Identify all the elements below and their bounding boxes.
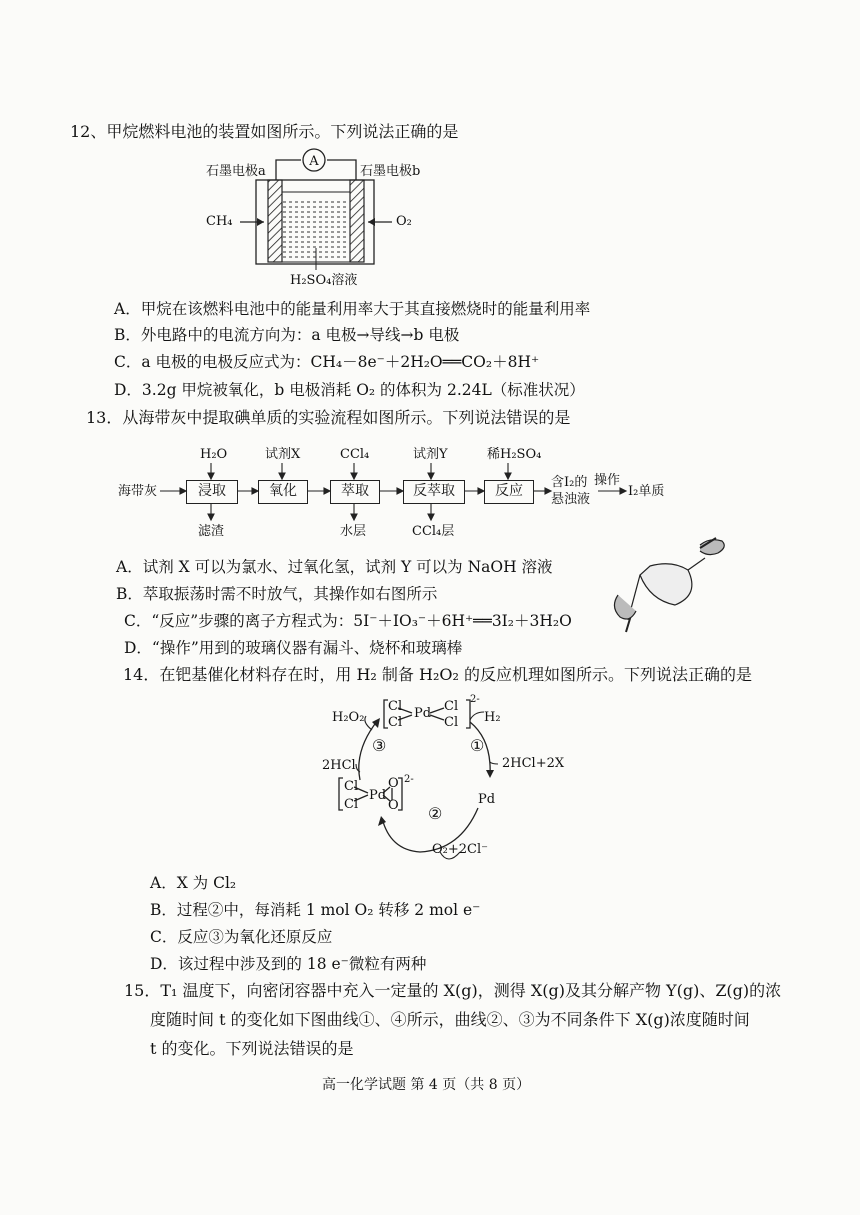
cycle-pd-bottom: Pd — [369, 788, 387, 803]
q14-option-a: A．X 为 Cl₂ — [150, 874, 237, 892]
cycle-o-b: O — [388, 798, 399, 813]
cycle-h2: H₂ — [484, 710, 501, 725]
cycle-step3: ③ — [372, 736, 387, 755]
cycle-2hcl: 2HCl — [322, 758, 356, 773]
q13-option-c: C．“反应”步骤的离子方程式为：5I⁻＋IO₃⁻＋6H⁺══3I₂＋3H₂O — [124, 612, 572, 630]
cycle-charge-top: 2- — [470, 694, 480, 705]
cycle-cl-b: Cl — [388, 715, 403, 730]
q13-stem: 13．从海带灰中提取碘单质的实验流程如图所示。下列说法错误的是 — [86, 408, 571, 427]
electrode-a-label: 石墨电极a — [206, 164, 266, 179]
q14-stem: 14．在钯基催化材料存在时，用 H₂ 制备 H₂O₂ 的反应机理如图所示。下列说法正确的是 — [123, 665, 752, 684]
page-footer: 高一化学试题 第 4 页（共 8 页） — [322, 1077, 531, 1093]
solution-label: H₂SO₄溶液 — [290, 273, 358, 288]
flow-step-reaction: 反应 — [484, 480, 534, 504]
cycle-step1: ① — [470, 736, 485, 755]
q13-option-a: A．试剂 X 可以为氯水、过氧化氢，试剂 Y 可以为 NaOH 溶液 — [116, 558, 553, 576]
cycle-cl-c: Cl — [444, 699, 459, 714]
q13-option-b: B．萃取振荡时需不时放气，其操作如右图所示 — [116, 585, 438, 603]
flow-mid-1: 含I₂的 — [551, 475, 588, 490]
flow-input-3: CCl₄ — [340, 447, 370, 462]
flow-output-3: 水层 — [340, 524, 367, 539]
electrode-b-label: 石墨电极b — [360, 164, 421, 179]
flow-start: 海带灰 — [118, 484, 158, 499]
q12-option-d: D．3.2g 甲烷被氧化，b 电极消耗 O₂ 的体积为 2.24L（标准状况） — [114, 381, 585, 399]
o2-label: O₂ — [396, 214, 412, 229]
flow-step-leaching: 浸取 — [186, 480, 238, 504]
cycle-out1: 2HCl+2X — [502, 756, 565, 771]
flow-input-5: 稀H₂SO₄ — [487, 447, 542, 462]
cycle-pd: Pd — [478, 792, 496, 807]
flow-input-1: H₂O — [200, 447, 228, 462]
cycle-step2: ② — [428, 804, 443, 823]
ammeter-label: A — [309, 154, 319, 169]
flow-step-oxidation: 氧化 — [258, 480, 308, 504]
cycle-charge-bottom: 2- — [404, 774, 414, 785]
q14-option-b: B．过程②中，每消耗 1 mol O₂ 转移 2 mol e⁻ — [150, 901, 481, 919]
cycle-cl-e: Cl — [344, 779, 359, 794]
cycle-cl-d: Cl — [444, 715, 459, 730]
cycle-cl-a: Cl — [388, 699, 403, 714]
flow-step-back-extraction: 反萃取 — [403, 480, 465, 504]
cycle-o-a: O — [388, 776, 399, 791]
flow-input-2: 试剂X — [265, 447, 301, 462]
q12-option-a: A．甲烷在该燃料电池中的能量利用率大于其直接燃烧时的能量利用率 — [114, 300, 591, 318]
flow-step-extraction: 萃取 — [330, 480, 380, 504]
cycle-o2cl: O₂+2Cl⁻ — [432, 842, 488, 857]
cycle-pd-top: Pd — [414, 706, 432, 721]
q15-line1: 15．T₁ 温度下，向密闭容器中充入一定量的 X(g)，测得 X(g)及其分解产物 Y(g)、Z(g)的浓 — [124, 981, 782, 1000]
q13-option-d: D．“操作”用到的玻璃仪器有漏斗、烧杯和玻璃棒 — [124, 639, 463, 657]
q15-line2: 度随时间 t 的变化如下图曲线①、④所示，曲线②、③为不同条件下 X(g)浓度随时间 — [150, 1010, 750, 1029]
ch4-label: CH₄ — [206, 214, 233, 229]
q14-option-c: C．反应③为氧化还原反应 — [150, 928, 333, 946]
q14-option-d: D．该过程中涉及到的 18 e⁻微粒有两种 — [150, 955, 427, 973]
flow-output-1: 滤渣 — [198, 524, 225, 539]
q12-option-b: B．外电路中的电流方向为：a 电极→导线→b 电极 — [114, 326, 460, 344]
q12-option-c: C．a 电极的电极反应式为：CH₄－8e⁻＋2H₂O══CO₂＋8H⁺ — [114, 353, 540, 371]
q12-stem: 12、甲烷燃料电池的装置如图所示。下列说法正确的是 — [70, 122, 459, 141]
cycle-cl-f: Cl — [344, 797, 359, 812]
flow-input-4: 试剂Y — [413, 447, 448, 462]
cycle-h2o2: H₂O₂ — [332, 710, 365, 725]
flow-op: 操作 — [594, 473, 621, 488]
flow-mid-2: 悬浊液 — [551, 492, 591, 507]
q15-line3: t 的变化。下列说法错误的是 — [150, 1039, 354, 1058]
flow-end: I₂单质 — [628, 484, 665, 499]
flow-output-4: CCl₄层 — [412, 524, 455, 539]
